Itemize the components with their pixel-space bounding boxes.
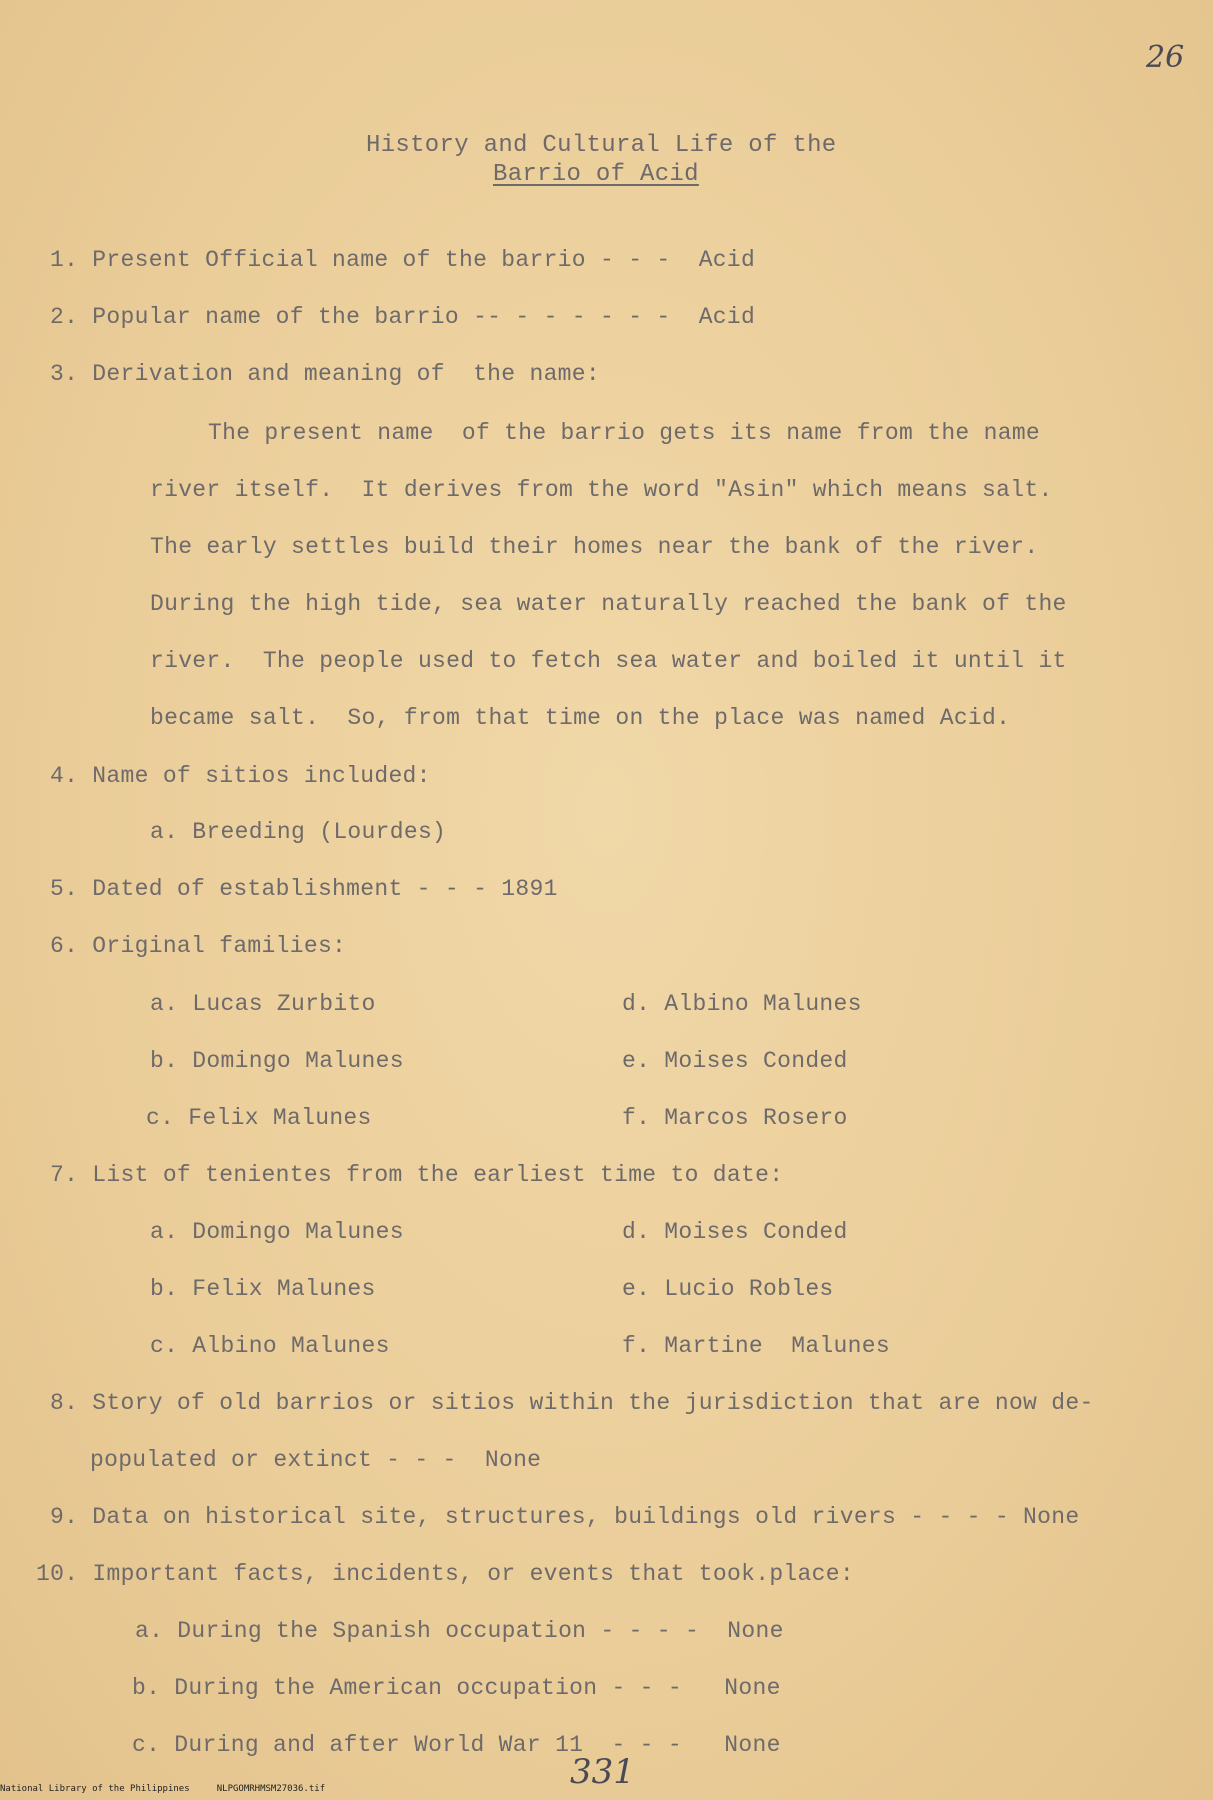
archive-footer: National Library of the Philippines NLPGOMRHMSM27036.tif [0,1784,326,1794]
item-2: 2. Popular name of the barrio -- - - - - - - Acid [50,304,756,330]
event-spanish: a. During the Spanish occupation - - - - None [135,1618,784,1644]
teniente-b: b. Felix Malunes [150,1276,376,1302]
teniente-a: a. Domingo Malunes [150,1219,404,1245]
teniente-d: d. Moises Conded [622,1219,848,1245]
sitio-a: a. Breeding (Lourdes) [150,819,447,845]
title-line-1: History and Cultural Life of the [366,132,837,159]
handwritten-bottom-number: 331 [570,1752,635,1792]
family-a: a. Lucas Zurbito [150,991,376,1017]
teniente-f: f. Martine Malunes [622,1333,890,1359]
derivation-line-3: The early settles build their homes near the bank of the river. [150,534,1039,560]
family-f: f. Marcos Rosero [622,1105,848,1131]
item-10: 10. Important facts, incidents, or events that took.place: [36,1561,854,1587]
family-d: d. Albino Malunes [622,991,862,1017]
family-c: c. Felix Malunes [146,1105,372,1131]
item-8-line-2: populated or extinct - - - None [90,1447,542,1473]
derivation-line-4: During the high tide, sea water naturally reached the bank of the [150,591,1067,617]
family-b: b. Domingo Malunes [150,1048,404,1074]
teniente-c: c. Albino Malunes [150,1333,390,1359]
item-7: 7. List of tenientes from the earliest time to date: [50,1162,784,1188]
teniente-e: e. Lucio Robles [622,1276,834,1302]
item-6: 6. Original families: [50,933,347,959]
derivation-line-6: became salt. So, from that time on the place was named Acid. [150,705,1011,731]
item-5: 5. Dated of establishment - - - 1891 [50,876,558,902]
derivation-line-2: river itself. It derives from the word "Asin" which means salt. [150,477,1053,503]
derivation-line-5: river. The people used to fetch sea water and boiled it until it [150,648,1067,674]
item-3: 3. Derivation and meaning of the name: [50,361,600,387]
event-world-war: c. During and after World War 11 - - - None [132,1732,781,1758]
derivation-line-1: The present name of the barrio gets its name from the name [208,420,1041,446]
title-line-2: Barrio of Acid [493,161,699,188]
handwritten-page-number: 26 [1146,40,1185,75]
family-e: e. Moises Conded [622,1048,848,1074]
item-4: 4. Name of sitios included: [50,763,431,789]
event-american: b. During the American occupation - - - None [132,1675,781,1701]
item-9: 9. Data on historical site, structures, buildings old rivers - - - - None [50,1504,1080,1530]
item-1: 1. Present Official name of the barrio - - - Acid [50,247,756,273]
item-8-line-1: 8. Story of old barrios or sitios within the jurisdiction that are now de- [50,1390,1094,1416]
